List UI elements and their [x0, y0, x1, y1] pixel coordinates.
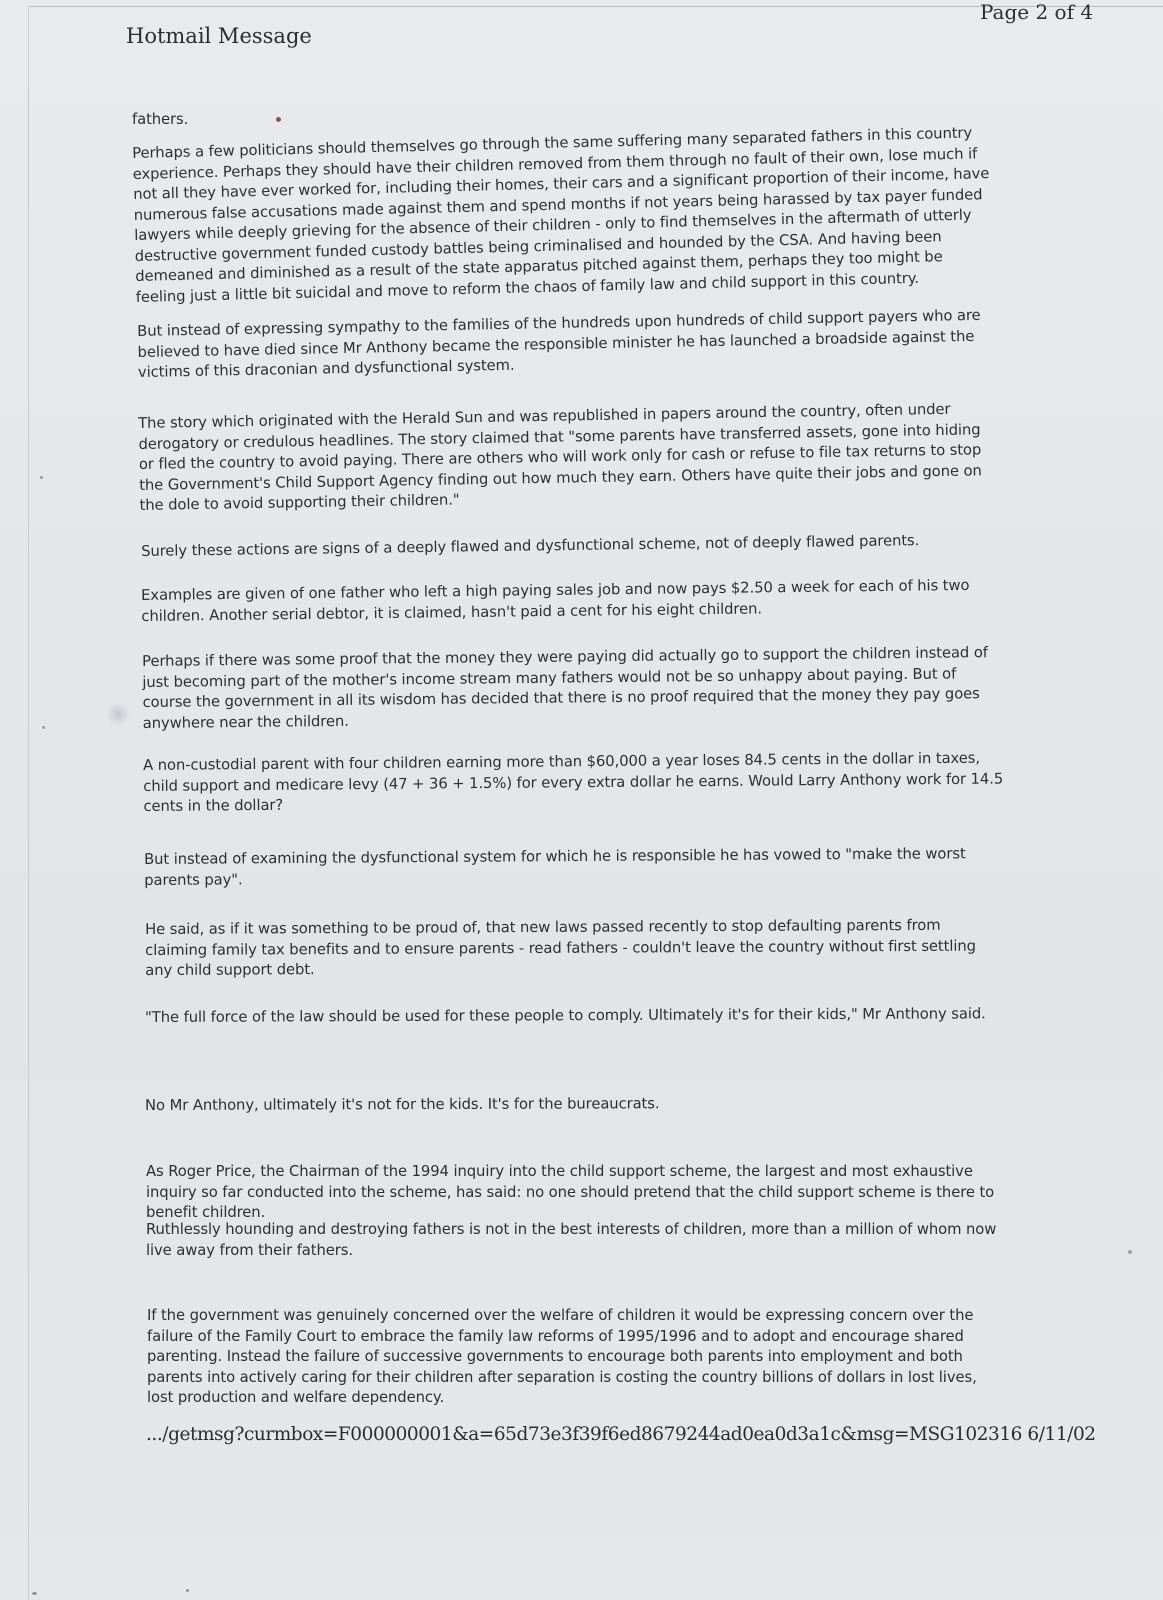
paragraph-non-custodial: A non-custodial parent with four children earning more than $60,000 a year loses 84.5 cents in the dollar in taxes, child support and medicare levy (47 + 36 + 1.5%) for every extra dollar he earns. Would Larry Anthony work for 14.5 cents in the dollar?	[143, 749, 1004, 815]
paragraph-new-laws: He said, as if it was something to be proud of, that new laws passed recently to stop defaulting parents from claiming family tax benefits and to ensure parents - read fathers - couldn't leave the country without first settling any child support debt.	[145, 916, 976, 979]
paragraph-bureaucrats: No Mr Anthony, ultimately it's not for the kids. It's for the bureaucrats.	[145, 1095, 660, 1114]
scan-smudge	[106, 702, 130, 726]
paragraph-roger-price: As Roger Price, the Chairman of the 1994 inquiry into the child support scheme, the largest and most exhaustive inquiry so far conducted into the scheme, has said: no one should pretend that the child support scheme is there to benefit children.	[146, 1163, 995, 1221]
paragraph-proof: Perhaps if there was some proof that the money they were paying did actually go to support the children instead of just becoming part of the mother's income stream many fathers would not be so unhappy about paying. But of course the government in all its wisdom has decided that there is no proof required that the money they pay goes anywhere near the children.	[142, 644, 988, 732]
paragraph-flawed-scheme: Surely these actions are signs of a deeply flawed and dysfunctional scheme, not of deeply flawed parents.	[141, 532, 920, 560]
scan-speck	[42, 726, 45, 729]
page-left-edge	[28, 6, 29, 1600]
paragraph-sympathy: But instead of expressing sympathy to the families of the hundreds upon hundreds of child support payers who are believed to have died since Mr Anthony became the responsible minister he has launched a broadside against the victims of this draconian and dysfunctional system.	[137, 306, 981, 381]
scan-speck	[32, 1592, 37, 1595]
paragraph-hounding: Ruthlessly hounding and destroying fathers is not in the best interests of children, more than a million of whom now live away from their fathers.	[146, 1221, 997, 1259]
paragraph-worst-parents: But instead of examining the dysfunctional system for which he is responsible he has vowed to "make the worst parents pay".	[144, 845, 966, 889]
header-title: Hotmail Message	[126, 24, 312, 48]
scan-speck	[186, 1589, 189, 1592]
paragraph-government-concern: If the government was genuinely concerned over the welfare of children it would be expressing concern over the failure of the Family Court to embrace the family law reforms of 1995/1996 and to adopt and encourage shared parenting. Instead the failure of successive governments to encourage both parents into employment and both parents into actively caring for their children after separation is costing the country billions of dollars in lost lives, lost production and welfare dependency.	[147, 1307, 977, 1406]
paragraph-herald-sun-story: The story which originated with the Herald Sun and was republished in papers around the country, often under derogatory or credulous headlines. The story claimed that "some parents have transferred assets, gone into hiding or fled the country to avoid paying. There are others who will work only for cash or refuse to file tax returns to stop the Government's Child Support Agency finding out how much they earn. Others have quite their jobs and gone on the dole to avoid supporting their children."	[138, 400, 982, 514]
paragraph-politicians: Perhaps a few politicians should themselves go through the same suffering many separated fathers in this country experience. Perhaps they should have their children removed from them through no fault of their own, lose much if not all they have ever worked for, including their homes, their cars and a significant proportion of their income, have numerous false accusations made against them and spend months if not years being harassed by tax payer funded lawyers while deeply grieving for the absence of their children - only to find themselves in the aftermath of utterly destructive government funded custody battles being criminalised and hounded by the CSA. And having been demeaned and diminished as a result of the state apparatus pitched against them, perhaps they too might be feeling just a little bit suicidal and move to reform the chaos of family law and child support in this country.	[132, 124, 990, 306]
paragraph-examples: Examples are given of one father who left a high paying sales job and now pays $2.50 a week for each of his two children. Another serial debtor, it is claimed, hasn't paid a cent for his eight children.	[141, 576, 970, 625]
paragraph-fathers: fathers.	[132, 111, 189, 128]
scan-speck	[40, 476, 43, 479]
scan-speck	[1128, 1250, 1132, 1254]
paragraph-quote: "The full force of the law should be used for these people to comply. Ultimately it's for their kids," Mr Anthony said.	[145, 1005, 986, 1026]
page-number: Page 2 of 4	[980, 0, 1094, 24]
scan-speck	[276, 117, 281, 122]
footer-url: .../getmsg?curmbox=F000000001&a=65d73e3f39f6ed8679244ad0ea0d3a1c&msg=MSG102316 6/11/02	[146, 1424, 1096, 1445]
